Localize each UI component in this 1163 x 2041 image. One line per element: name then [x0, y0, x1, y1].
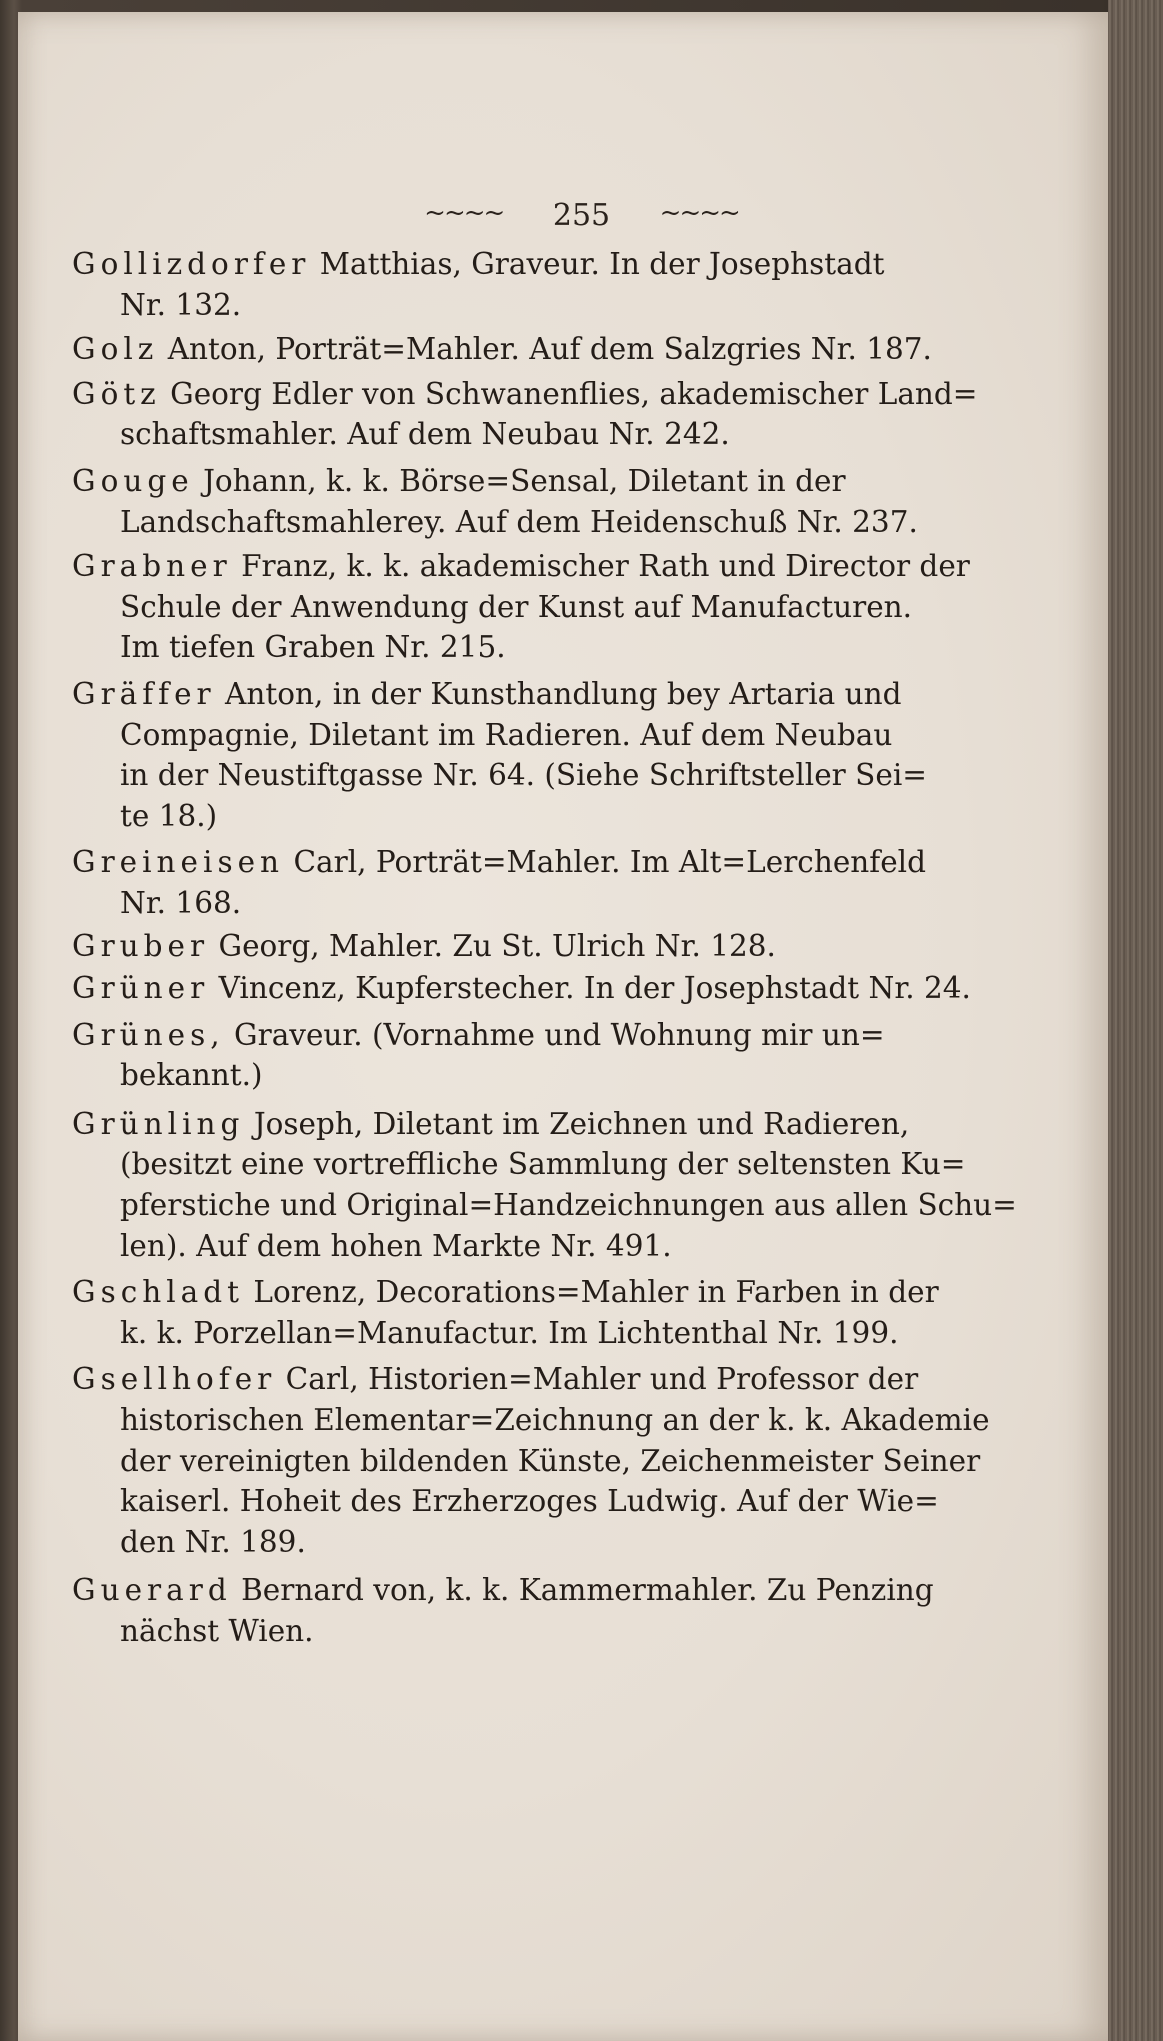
entry-first-line [72, 674, 906, 715]
entry-text: den Nr. 189. [120, 1524, 306, 1559]
entry [72, 1015, 906, 1096]
entry-surname: Gruber [72, 928, 210, 963]
entry-text: bekannt.) [120, 1058, 263, 1093]
entry-surname: Grünes, [72, 1017, 225, 1052]
entry-continuation-line [76, 1144, 966, 1185]
entry-text: Georg, Mahler. Zu St. Ulrich Nr. 128. [218, 928, 776, 963]
entry-text: Bernard von, k. k. Kammermahler. Zu Penzing [241, 1573, 934, 1608]
entry-first-line [72, 1104, 910, 1145]
entry [72, 329, 932, 370]
entry [72, 674, 927, 836]
entry-text: Anton, Porträt=Mahler. Auf dem Salzgries Nr. 187. [167, 332, 932, 367]
entry-continuation-line [76, 1481, 939, 1522]
entry-continuation-line [76, 587, 913, 628]
entry [72, 374, 978, 455]
entry-text: (besitzt eine vortreffliche Sammlung der seltensten Ku= [120, 1147, 966, 1182]
entry-surname: Gschladt [72, 1275, 244, 1310]
entry-text: Landschaftsmahlerey. Auf dem Heidenschuß Nr. 237. [120, 504, 918, 539]
entry [72, 1272, 939, 1353]
entry [72, 968, 971, 1009]
entry-text: Johann, k. k. Börse=Sensal, Diletant in der [203, 463, 846, 498]
entry [72, 244, 906, 325]
entry-text: Im tiefen Graben Nr. 215. [120, 630, 506, 665]
entry-surname: Grünling [72, 1106, 245, 1141]
entry-text: historischen Elementar=Zeichnung an der k. k. Akademie [120, 1403, 990, 1438]
entry-continuation-line [76, 502, 918, 543]
entry-continuation-line [76, 796, 906, 837]
ornament-right: ~~~~ [659, 198, 739, 228]
entry-text: te 18.) [120, 798, 218, 833]
entry-text: Nr. 168. [120, 885, 242, 920]
entry-text: Georg Edler von Schwanenflies, akademischer Land= [170, 376, 978, 411]
entry-text: schaftsmahler. Auf dem Neubau Nr. 242. [120, 417, 730, 452]
entry [72, 1570, 934, 1651]
entry [72, 1359, 990, 1562]
entry [72, 546, 970, 668]
entry-continuation-line [76, 1185, 1017, 1226]
entry-text: in der Neustiftgasse Nr. 64. (Siehe Schriftsteller Sei= [120, 758, 927, 793]
entry-continuation-line [76, 1226, 906, 1267]
entry-continuation-line [76, 755, 927, 796]
entry-text: Franz, k. k. akademischer Rath und Director der [241, 549, 970, 584]
entry [72, 1104, 1017, 1266]
entry-text: len). Auf dem hohen Markte Nr. 491. [120, 1228, 672, 1263]
entry [72, 842, 926, 923]
entry-text: Compagnie, Diletant im Radieren. Auf dem Neubau [120, 717, 893, 752]
entry-continuation-line [76, 285, 906, 326]
entry-text: k. k. Porzellan=Manufactur. Im Lichtenthal Nr. 199. [120, 1315, 899, 1350]
entry-surname: Grabner [72, 549, 232, 584]
entry-surname: Gräffer [72, 676, 216, 711]
entry-surname: Guerard [72, 1573, 232, 1608]
entry-text: Vincenz, Kupferstecher. In der Josephstadt Nr. 24. [218, 971, 971, 1006]
entry-continuation-line [76, 1522, 906, 1563]
entry-first-line [72, 1272, 939, 1313]
entry-first-line [72, 461, 906, 502]
entry-first-line [72, 968, 971, 1009]
entry-continuation-line [76, 883, 906, 924]
entry-surname: Gouge [72, 463, 194, 498]
entry-text: Matthias, Graveur. In der Josephstadt [319, 247, 885, 281]
page-number: 255 [552, 198, 611, 233]
entry-text: Nr. 132. [120, 287, 242, 322]
entry-first-line [72, 926, 906, 967]
entry-continuation-line [76, 1400, 990, 1441]
entry-text: Graveur. (Vornahme und Wohnung mir un= [234, 1017, 885, 1052]
entry-text: der vereinigten bildenden Künste, Zeichenmeister Seiner [120, 1443, 981, 1478]
entry-surname: Grüner [72, 971, 210, 1006]
entry-surname: Gollizdorfer [72, 247, 311, 281]
page-header [0, 198, 1163, 233]
entry-surname: Gsellhofer [72, 1362, 277, 1397]
entry-text: kaiserl. Hoheit des Erzherzoges Ludwig. Auf der Wie= [120, 1484, 939, 1519]
entry [72, 926, 906, 967]
entry-first-line [72, 374, 978, 415]
entry-continuation-line [76, 1441, 981, 1482]
entry [72, 461, 918, 542]
entry-surname: Greineisen [72, 845, 285, 880]
entry-continuation-line [76, 1611, 906, 1652]
entry-continuation-line [76, 1313, 906, 1354]
entry-text: nächst Wien. [120, 1614, 314, 1648]
entry-list [72, 244, 1017, 1654]
entry-first-line [72, 1359, 919, 1400]
entry-first-line [72, 329, 932, 370]
entry-first-line [72, 1015, 906, 1056]
entry-first-line [72, 1570, 934, 1611]
entry-surname: Götz [72, 376, 161, 411]
entry-continuation-line [76, 1055, 906, 1096]
entry-first-line [72, 546, 970, 587]
entry-text: Lorenz, Decorations=Mahler in Farben in der [253, 1275, 939, 1310]
entry-continuation-line [76, 414, 906, 455]
entry-text: Schule der Anwendung der Kunst auf Manufacturen. [120, 589, 913, 624]
entry-first-line [72, 842, 926, 883]
entry-text: Carl, Historien=Mahler und Professor der [285, 1362, 919, 1397]
entry-text: Joseph, Diletant im Zeichnen und Radieren, [253, 1106, 910, 1141]
entry-text: Carl, Porträt=Mahler. Im Alt=Lerchenfeld [293, 845, 926, 880]
entry-first-line [72, 244, 906, 285]
entry-text: pferstiche und Original=Handzeichnungen aus allen Schu= [120, 1188, 1017, 1223]
ornament-left: ~~~~ [424, 198, 504, 228]
page-edge [1108, 0, 1163, 2041]
entry-text: Anton, in der Kunsthandlung bey Artaria und [225, 676, 902, 711]
entry-surname: Golz [72, 332, 159, 367]
entry-continuation-line [76, 715, 906, 756]
entry-continuation-line [76, 627, 906, 668]
